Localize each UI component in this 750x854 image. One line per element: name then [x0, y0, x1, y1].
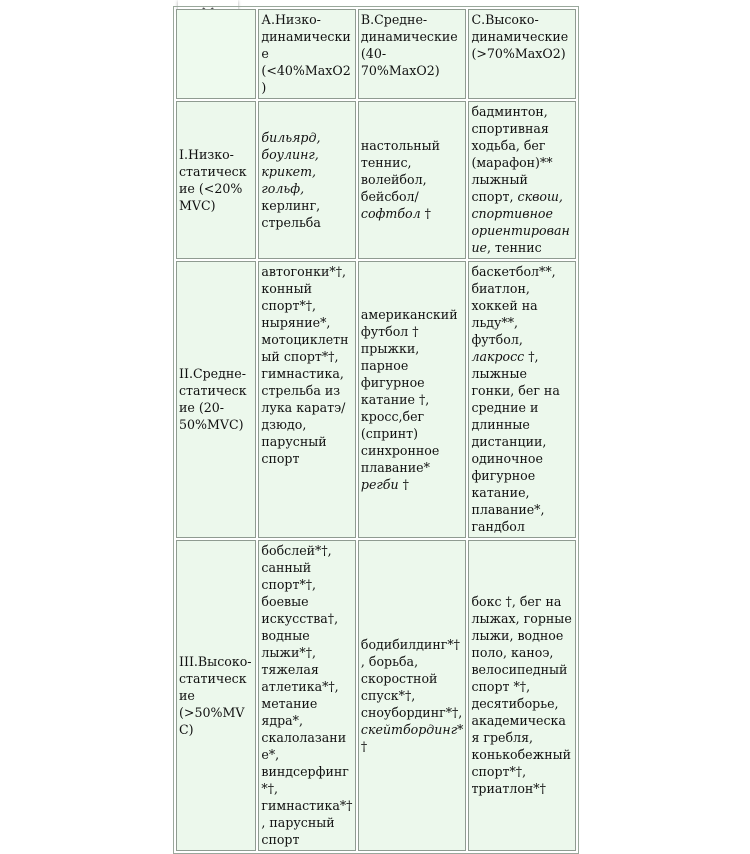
cell-text: бодибилдинг*†, борьба, скоростной спуск*†, сноубординг*†,	[360, 636, 463, 720]
row-header-high-static: III.Высоко-статические (>50%MVC)	[176, 540, 256, 851]
cell-text: †	[360, 738, 368, 754]
table-row-high-static	[176, 540, 576, 851]
cell-text: †	[420, 206, 431, 221]
cell-text: автогонки*†, конный спорт*†, ныряние*, мотоциклетный спорт*†, гимнастика, стрельба из лука каратэ/ дзюдо, парусный спорт	[261, 264, 349, 466]
row-header-low-static: I.Низко-статические (<20% MVC)	[176, 101, 256, 259]
cell-text: , теннис	[487, 240, 542, 255]
cell-text: бадминтон, спортивная ходьба, бег (марафон)** лыжный спорт,	[471, 104, 553, 204]
cell-text: †, лыжные гонки, бег на средние и длинные дистанции, одиночное фигурное катание, плавание*, гандбол	[471, 349, 560, 534]
cell-text: керлинг, стрельба	[261, 197, 321, 230]
cell-medium-static-low-dynamic	[258, 261, 355, 538]
cell-medium-static-high-dynamic	[468, 261, 576, 538]
table-header-row	[176, 9, 576, 99]
italic-text: лакросс	[471, 349, 525, 364]
italic-text: регби	[360, 476, 399, 492]
cell-medium-static-medium-dynamic	[358, 261, 467, 538]
cell-text: баскетбол**, биатлон, хоккей на льду**, футбол,	[471, 264, 556, 347]
cell-high-static-high-dynamic	[468, 540, 576, 851]
italic-text: скейтбординг*	[360, 721, 464, 737]
cell-text: †	[398, 476, 409, 492]
table-row-medium-static	[176, 261, 576, 538]
column-header-medium-dynamic: В.Средне-динамические (40-70%МахО2)	[358, 9, 467, 99]
italic-text: сквош, спортивное ориентирование	[471, 189, 570, 255]
cell-high-static-low-dynamic	[258, 540, 355, 851]
italic-text: бильярд, боулинг, крикет, гольф,	[261, 129, 321, 196]
cell-low-static-medium-dynamic	[358, 101, 467, 259]
italic-text: софтбол	[360, 206, 421, 221]
column-header-high-dynamic: С.Высоко-динамические (>70%МахО2)	[468, 9, 576, 99]
cell-text: американский футбол † прыжки, парное фигурное катание †, кросс,бег (спринт) синхронное плавание*	[360, 306, 458, 475]
cell-text: бокс †, бег на лыжах, горные лыжи, водное поло, каноэ, велосипедный спорт *†, десятиборье, академическая гребля, конькобежный спорт*†, триатлон*†	[471, 594, 572, 796]
cell-text: бобслей*†, санный спорт*†, боевые искусства†, водные лыжи*†, тяжелая атлетика*†, метание ядра*, скалолазание*, виндсерфинг*†, гимнастика*†, парусный спорт	[261, 543, 353, 847]
cell-text: настольный теннис, волейбол, бейсбол/	[360, 138, 441, 204]
row-header-medium-static: II.Средне-статические (20-50%MVC)	[176, 261, 256, 538]
cell-low-static-low-dynamic	[258, 101, 355, 259]
column-header-low-dynamic: А.Низко-динамические (<40%МахО2)	[258, 9, 355, 99]
sports-classification-table	[173, 6, 579, 854]
table-row-low-static	[176, 101, 576, 259]
cell-low-static-high-dynamic	[468, 101, 576, 259]
cell-high-static-medium-dynamic	[358, 540, 467, 851]
corner-cell	[176, 9, 256, 99]
